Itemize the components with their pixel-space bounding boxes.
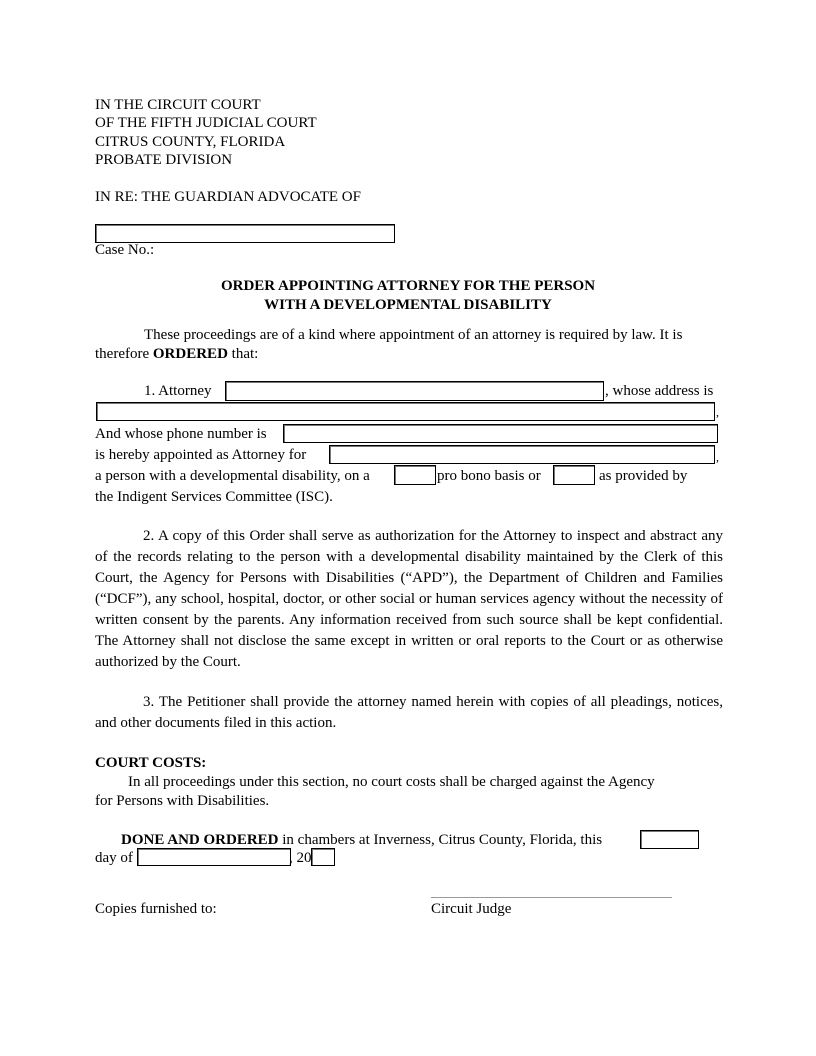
intro-therefore: therefore (95, 346, 153, 362)
appointed-label: is hereby appointed as Attorney for (95, 447, 307, 463)
court-division-line: PROBATE DIVISION (95, 152, 233, 168)
in-re-line: IN RE: THE GUARDIAN ADVOCATE OF (95, 189, 361, 205)
year-prefix: , 20 (289, 850, 312, 866)
order-title-line-1: ORDER APPOINTING ATTORNEY FOR THE PERSON (220, 278, 596, 294)
copies-furnished-label: Copies furnished to: (95, 901, 217, 917)
intro-line-2 (95, 345, 258, 363)
court-county-line: CITRUS COUNTY, FLORIDA (95, 134, 286, 150)
isc-basis-field[interactable] (553, 465, 595, 485)
done-and-ordered-text: in chambers at Inverness, Citrus County, Florida, this (278, 832, 603, 848)
court-costs-heading: COURT COSTS: (95, 755, 207, 771)
paragraph-3-number: 3. (143, 694, 155, 710)
intro-line-1: These proceedings are of a kind where appointment of an attorney is required by law. It is (144, 327, 683, 343)
case-number-label: Case No.: (95, 242, 155, 258)
month-field[interactable] (137, 848, 291, 866)
day-field[interactable] (640, 830, 699, 849)
paragraph-2 (95, 526, 723, 673)
attorney-name-field[interactable] (225, 381, 604, 401)
pro-bono-field[interactable] (394, 465, 436, 485)
attorney-address-field[interactable] (96, 402, 715, 421)
court-name-line-1: IN THE CIRCUIT COURT (95, 97, 261, 113)
address-label: , whose address is (605, 383, 714, 399)
person-name-field[interactable] (329, 445, 715, 464)
judge-signature-line (431, 897, 672, 898)
appointed-comma: , (716, 450, 719, 464)
attorney-phone-field[interactable] (283, 424, 718, 443)
phone-label: And whose phone number is (95, 426, 267, 442)
circuit-judge-label: Circuit Judge (431, 901, 512, 917)
paragraph-2-text: A copy of this Order shall serve as authorization for the Attorney to inspect and abstract any of the records relating to the person with a developmental disability maintained by the Clerk of this Court, the Agency for Persons with Disabilities (“APD”), the Department of Children and Families (“DCF”), any school, hospital, doctor, or other social or human services agency without the necessity of written consent by the parents. Any information received from such source shall be kept confidential. The Attorney shall not disclose the same except in written or oral reports to the Court or as otherwise authorized by the Court. (95, 528, 723, 670)
day-of-label: day of (95, 850, 133, 866)
done-and-ordered-bold: DONE AND ORDERED (121, 832, 279, 848)
court-costs-line-2: for Persons with Disabilities. (95, 793, 270, 809)
isc-label: the Indigent Services Committee (ISC). (95, 489, 333, 505)
address-comma: , (716, 405, 719, 419)
attorney-label: 1. Attorney (144, 383, 212, 399)
intro-that: that: (227, 346, 259, 362)
court-name-line-2: OF THE FIFTH JUDICIAL COURT (95, 115, 317, 131)
pro-bono-label: pro bono basis or (437, 468, 541, 484)
year-field[interactable] (311, 848, 335, 866)
person-disability-label: a person with a developmental disability, on a (95, 468, 370, 484)
paragraph-3 (95, 692, 723, 734)
paragraph-3-text: The Petitioner shall provide the attorney named herein with copies of all pleadings, notices, and other documents filed in this action. (95, 694, 723, 731)
order-title-line-2: WITH A DEVELOPMENTAL DISABILITY (264, 297, 552, 313)
ordered-word: ORDERED (152, 346, 228, 362)
court-costs-line-1: In all proceedings under this section, no court costs shall be charged against the Agency (128, 774, 655, 790)
paragraph-2-number: 2. (143, 528, 155, 544)
as-provided-label: as provided by (599, 468, 688, 484)
done-and-ordered-line (121, 831, 602, 849)
